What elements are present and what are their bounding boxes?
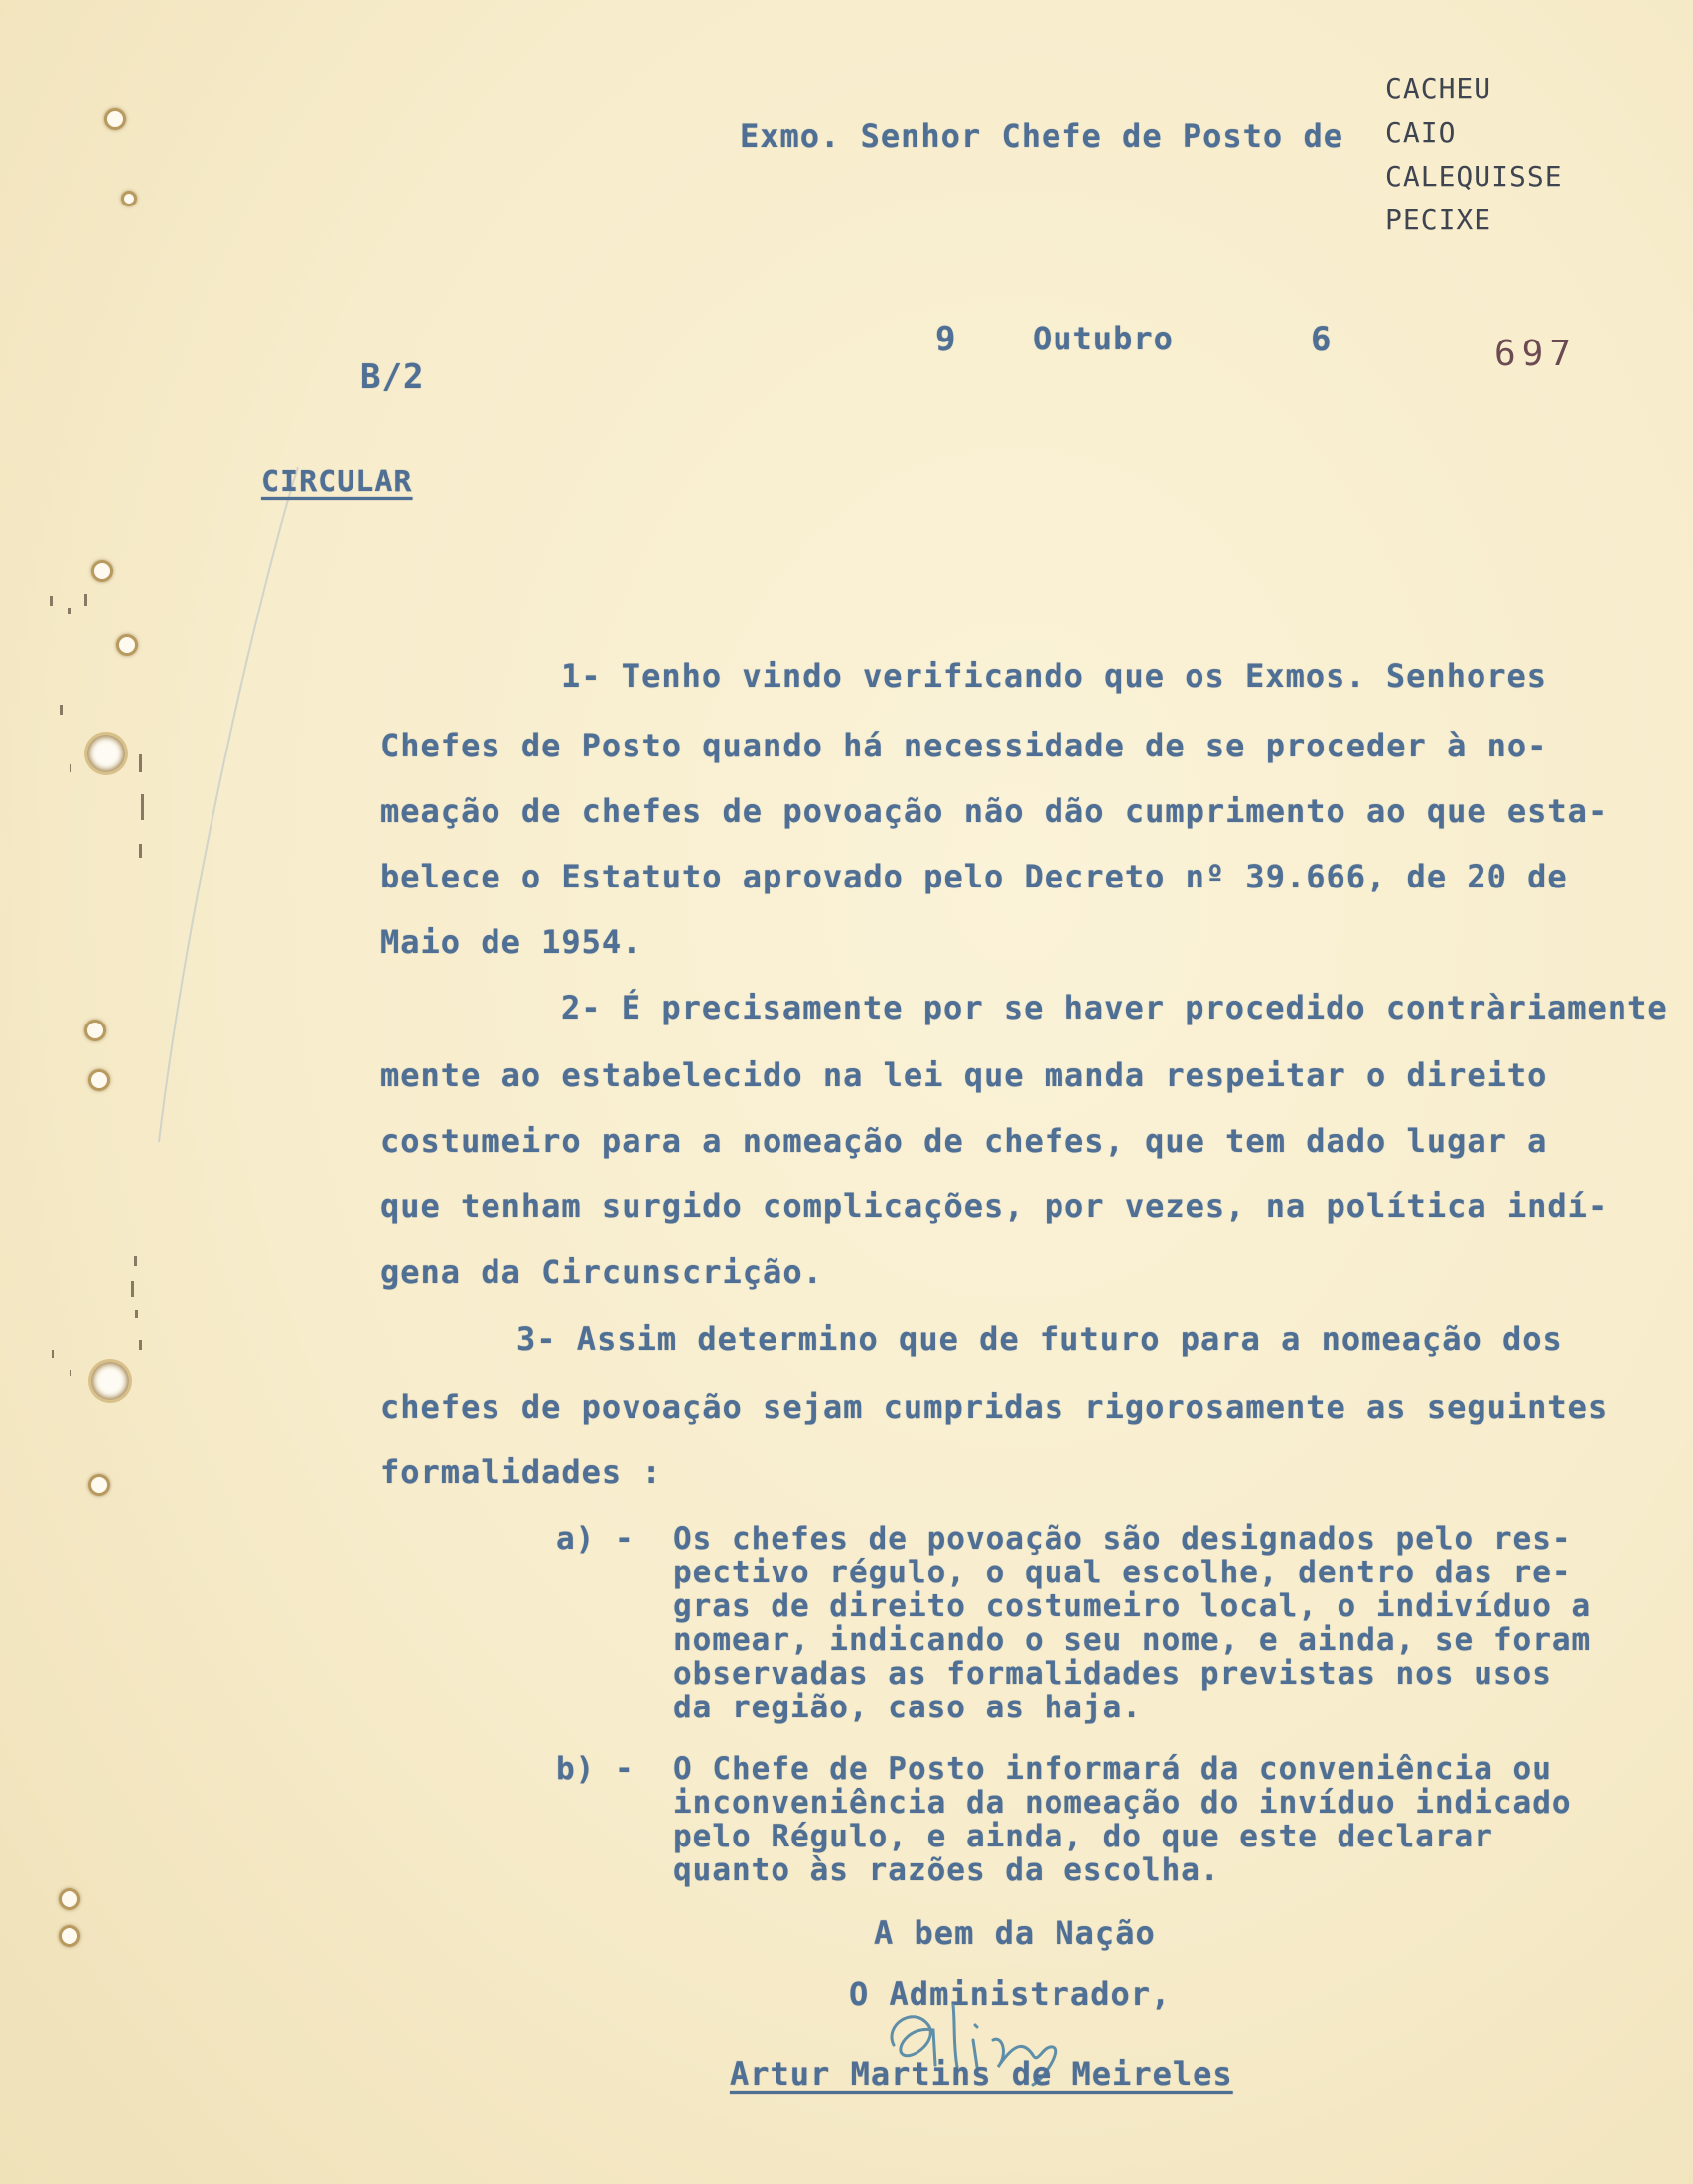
recipient-item: CAIO <box>1385 116 1457 149</box>
recipient-list <box>1385 68 1563 242</box>
signatory-name: Artur Martins de Meireles <box>730 2055 1233 2093</box>
recipient-item: PECIXE <box>1385 204 1492 236</box>
reference-code: B/2 <box>360 357 425 397</box>
list-item-line: Os chefes de povoação são designados pelo res- <box>673 1521 1572 1557</box>
paragraph-line: 2- É precisamente por se haver procedido contràriamente <box>561 989 1668 1026</box>
list-item-line: pectivo régulo, o qual escolhe, dentro das re- <box>673 1555 1572 1590</box>
list-marker: b) - <box>556 1751 635 1787</box>
paragraph-line: 3- Assim determino que de futuro para a nomeação dos <box>516 1320 1563 1358</box>
paragraph-line: chefes de povoação sejam cumpridas rigorosamente as seguintes <box>380 1388 1609 1426</box>
list-item-line: nomear, indicando o seu nome, e ainda, se foram <box>673 1622 1592 1658</box>
paragraph-line: costumeiro para a nomeação de chefes, que tem dado lugar a <box>380 1122 1548 1160</box>
signatory-role: O Administrador, <box>849 1976 1172 2013</box>
document-number-stamp: 697 <box>1494 334 1578 374</box>
date-month: Outubro <box>1033 320 1174 357</box>
list-item-line: pelo Régulo, e ainda, do que este declarar <box>673 1819 1493 1854</box>
list-item-line: quanto às razões da escolha. <box>673 1852 1220 1888</box>
paragraph-line: formalidades : <box>380 1453 662 1491</box>
date-day: 9 <box>935 320 957 359</box>
paragraph-line: meação de chefes de povoação não dão cumprimento ao que esta- <box>380 792 1609 830</box>
recipient-item: CALEQUISSE <box>1385 160 1563 193</box>
list-item-line: gras de direito costumeiro local, o indivíduo a <box>673 1588 1592 1624</box>
list-item-line: inconveniência da nomeação do invíduo indicado <box>673 1785 1572 1821</box>
closing-salute: A bem da Nação <box>874 1914 1156 1952</box>
paragraph-line: Maio de 1954. <box>380 923 642 961</box>
date-year: 6 <box>1311 320 1333 359</box>
list-item-line: da região, caso as haja. <box>673 1690 1142 1725</box>
list-item-line: O Chefe de Posto informará da conveniência ou <box>673 1751 1552 1787</box>
salutation: Exmo. Senhor Chefe de Posto de <box>740 117 1343 155</box>
document-title: CIRCULAR <box>261 465 413 499</box>
recipient-item: CACHEU <box>1385 72 1492 105</box>
paragraph-line: que tenham surgido complicações, por vezes, na política indí- <box>380 1187 1609 1225</box>
paragraph-line: Chefes de Posto quando há necessidade de se proceder à no- <box>380 727 1548 764</box>
list-item-line: observadas as formalidades previstas nos usos <box>673 1656 1552 1692</box>
list-marker: a) - <box>556 1521 635 1557</box>
paragraph-line: mente ao estabelecido na lei que manda respeitar o direito <box>380 1056 1548 1094</box>
paragraph-line: gena da Circunscrição. <box>380 1253 823 1291</box>
paragraph-line: belece o Estatuto aprovado pelo Decreto nº 39.666, de 20 de <box>380 858 1568 895</box>
paragraph-line: 1- Tenho vindo verificando que os Exmos. Senhores <box>561 657 1548 695</box>
